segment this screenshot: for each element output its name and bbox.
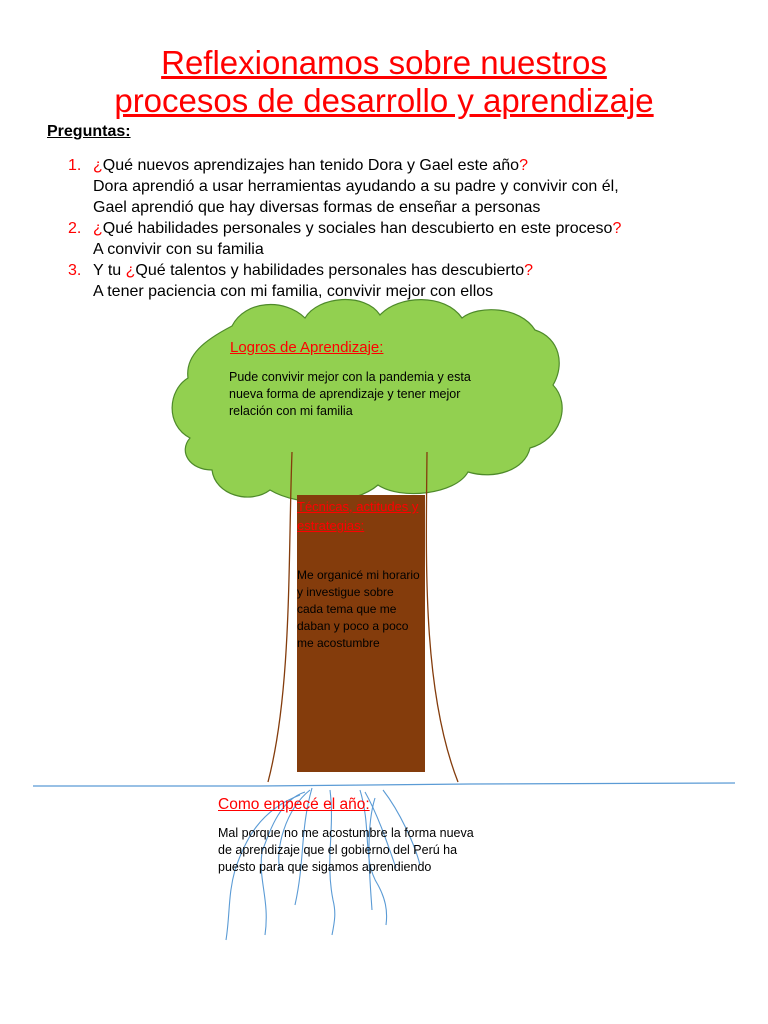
answer-line: Dora aprendió a usar herramientas ayudando a su padre y convivir con él, [93, 178, 619, 195]
trunk-right-line [426, 452, 458, 782]
trunk-left-line [268, 452, 292, 782]
question-number: 1. [68, 157, 82, 174]
answer-line: A tener paciencia con mi familia, convivir mejor con ellos [93, 283, 494, 300]
title-line-2: procesos de desarrollo y aprendizaje [114, 82, 654, 119]
preguntas-heading: Preguntas: [47, 123, 131, 140]
trunk-text: Me organicé mi horario y investigue sobre cada tema que me daban y poco a poco me acostumbre [297, 568, 420, 650]
trunk-title: Técnicas, actitudes y estrategias: [297, 499, 419, 533]
question-text: Y tu ¿Qué talentos y habilidades personales has descubierto? [93, 262, 534, 279]
question-number: 2. [68, 220, 82, 237]
answer-line: Gael aprendió que hay diversas formas de enseñar a personas [93, 199, 541, 216]
question-text: ¿Qué nuevos aprendizajes han tenido Dora y Gael este año? [93, 157, 528, 174]
question-text: ¿Qué habilidades personales y sociales han descubierto en este proceso? [93, 220, 622, 237]
title-line-1: Reflexionamos sobre nuestros [161, 44, 607, 81]
question-number: 3. [68, 262, 82, 279]
answer-line: A convivir con su familia [93, 241, 264, 258]
crown-text: Pude convivir mejor con la pandemia y esta nueva forma de aprendizaje y tener mejor relación con mi familia [229, 370, 471, 418]
roots-title: Como empecé el año: [218, 796, 370, 813]
crown-title: Logros de Aprendizaje: [230, 339, 384, 356]
ground-line [33, 783, 735, 786]
roots-text: Mal porque no me acostumbre la forma nueva de aprendizaje que el gobierno del Perú ha puesto para que sigamos aprendiendo [218, 826, 474, 874]
